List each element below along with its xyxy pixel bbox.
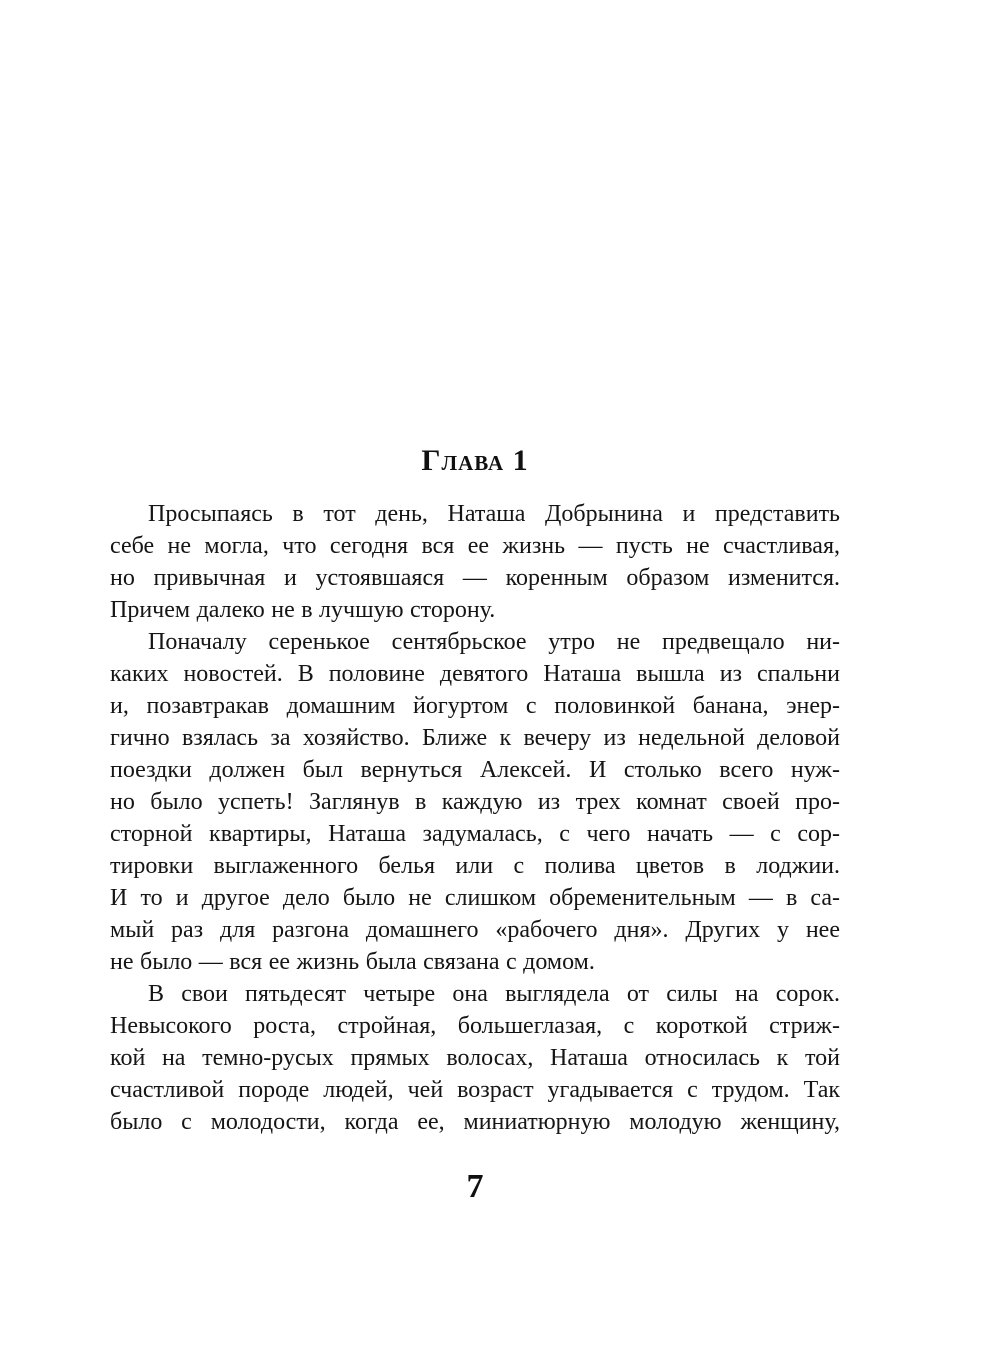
text-line: тировки выглаженного белья или с полива цветов в лоджии. — [110, 853, 840, 879]
chapter-title: Глава 1 — [421, 444, 529, 477]
text-line: но было успеть! Заглянув в каждую из трех комнат своей про- — [110, 789, 840, 815]
text-line: поездки должен был вернуться Алексей. И столько всего нуж- — [110, 757, 840, 783]
text-line: В свои пятьдесят четыре она выглядела от силы на сорок. — [148, 981, 840, 1007]
page-number: 7 — [466, 1168, 484, 1205]
text-line: но привычная и устоявшаяся — коренным образом изменится. — [110, 565, 840, 591]
text-line: Просыпаясь в тот день, Наташа Добрынина и представить — [148, 501, 840, 527]
text-line: Поначалу серенькое сентябрьское утро не предвещало ни- — [148, 629, 840, 655]
text-line: себе не могла, что сегодня вся ее жизнь — пусть не счастливая, — [110, 533, 840, 559]
text-line: Причем далеко не в лучшую сторону. — [110, 597, 496, 623]
paragraph-3 — [110, 978, 840, 1138]
paragraph-2 — [110, 626, 840, 978]
text-line: и, позавтракав домашним йогуртом с половинкой банана, энер- — [110, 693, 840, 719]
text-line: Невысокого роста, стройная, большеглазая, с короткой стриж- — [110, 1013, 840, 1039]
body-text — [110, 498, 840, 1138]
text-line: было с молодости, когда ее, миниатюрную молодую женщину, — [110, 1109, 840, 1135]
text-line: каких новостей. В половине девятого Наташа вышла из спальни — [110, 661, 840, 687]
text-line: И то и другое дело было не слишком обременительным — в са- — [110, 885, 840, 911]
text-line: счастливой породе людей, чей возраст угадывается с трудом. Так — [110, 1077, 840, 1103]
text-line: мый раз для разгона домашнего «рабочего дня». Других у нее — [110, 917, 840, 943]
text-line: не было — вся ее жизнь была связана с домом. — [110, 949, 595, 975]
paragraph-1 — [110, 498, 840, 626]
text-line: сторной квартиры, Наташа задумалась, с чего начать — с сор- — [110, 821, 840, 847]
text-line: кой на темно-русых прямых волосах, Наташа относилась к той — [110, 1045, 840, 1071]
text-line: гично взялась за хозяйство. Ближе к вечеру из недельной деловой — [110, 725, 840, 751]
